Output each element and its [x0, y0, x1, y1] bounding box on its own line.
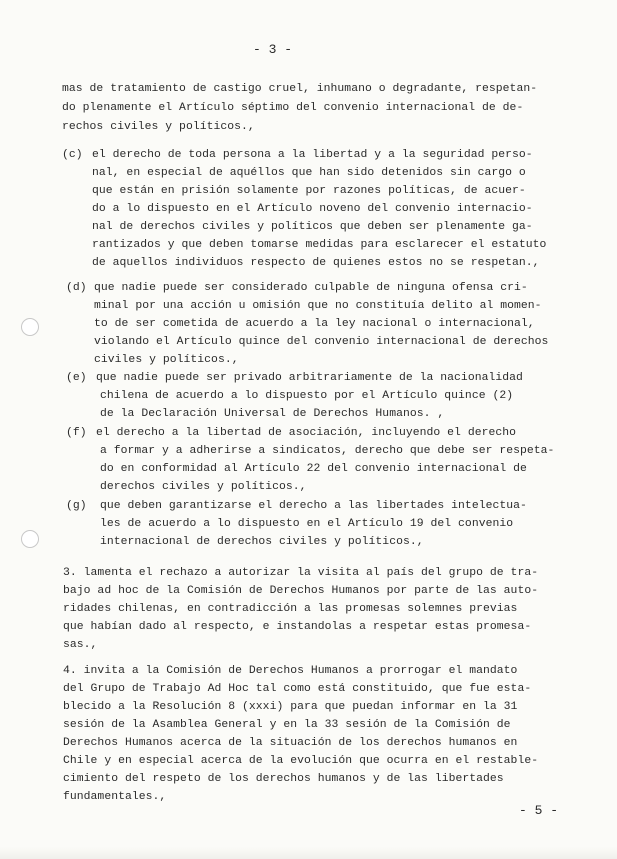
text-line: chilena de acuerdo a lo dispuesto por el Artículo quince (2): [100, 390, 514, 402]
page-number-header: - 3 -: [253, 42, 293, 57]
text-line: derechos civiles y políticos.,: [100, 481, 307, 493]
text-line: nal de derechos civiles y políticos que deben ser plenamente ga-: [92, 221, 533, 233]
item-label-g: (g): [66, 500, 87, 512]
text-line: civiles y políticos.,: [94, 354, 239, 366]
text-line: de la Declaración Universal de Derechos Humanos. ,: [100, 408, 445, 420]
text-line: el derecho a la libertad de asociación, incluyendo el derecho: [96, 427, 517, 439]
text-line: a formar y a adherirse a sindicatos, derecho que debe ser respeta-: [100, 445, 555, 457]
text-line: Derechos Humanos acerca de la situación de los derechos humanos en: [63, 737, 518, 749]
item-label-e: (e): [66, 372, 87, 384]
text-line: les de acuerdo a lo dispuesto en el Artículo 19 del convenio: [100, 518, 514, 530]
text-line: que habían dado al respecto, e instandolas a respetar estas promesa-: [63, 621, 532, 633]
text-line: cimiento del respeto de los derechos humanos y de las libertades: [63, 773, 504, 785]
text-line: do plenamente el Artículo séptimo del convenio internacional de de-: [62, 102, 524, 114]
item-label-f: (f): [66, 427, 87, 439]
text-line: sesión de la Asamblea General y en la 33 sesión de la Comisión de: [63, 719, 511, 731]
item-label-d: (d): [66, 282, 87, 294]
text-line: minal por una acción u omisión que no constituía delito al momen-: [94, 300, 542, 312]
text-line: que deben garantizarse el derecho a las libertades intelectua-: [100, 500, 527, 512]
text-line: sas.,: [63, 639, 98, 651]
text-line: 4. invita a la Comisión de Derechos Humanos a prorrogar el mandato: [63, 665, 518, 677]
text-line: que nadie puede ser privado arbitrariamente de la nacionalidad: [96, 372, 523, 384]
text-line: Chile y en especial acerca de la evolución que ocurra en el restable-: [63, 755, 539, 767]
text-line: de aquellos individuos respecto de quienes estos no se respetan.,: [92, 257, 540, 269]
text-line: ridades chilenas, en contradicción a las promesas solemnes previas: [63, 603, 518, 615]
text-line: 3. lamenta el rechazo a autorizar la visita al país del grupo de tra-: [63, 567, 539, 579]
text-line: bajo ad hoc de la Comisión de Derechos Humanos por parte de las auto-: [63, 585, 539, 597]
text-line: fundamentales.,: [63, 791, 167, 803]
punch-hole: [21, 530, 39, 548]
text-line: do en conformidad al Artículo 22 del convenio internacional de: [100, 463, 527, 475]
punch-hole: [21, 318, 39, 336]
text-line: mas de tratamiento de castigo cruel, inhumano o degradante, respetan-: [62, 83, 538, 95]
text-line: internacional de derechos civiles y políticos.,: [100, 536, 424, 548]
text-line: del Grupo de Trabajo Ad Hoc tal como está constituido, que fue esta-: [63, 683, 532, 695]
page-number-footer: - 5 -: [519, 803, 559, 818]
item-label-c: (c): [62, 149, 83, 161]
text-line: que están en prisión solamente por razones políticas, de acuer-: [92, 185, 526, 197]
text-line: violando el Artículo quince del convenio internacional de derechos: [94, 336, 549, 348]
text-line: que nadie puede ser considerado culpable de ninguna ofensa cri-: [94, 282, 528, 294]
text-line: rechos civiles y políticos.,: [62, 121, 255, 133]
text-line: el derecho de toda persona a la libertad y a la seguridad perso-: [92, 149, 533, 161]
text-line: do a lo dispuesto en el Artículo noveno del convenio internacio-: [92, 203, 533, 215]
text-line: rantizados y que deben tomarse medidas para esclarecer el estatuto: [92, 239, 547, 251]
text-line: to de ser cometida de acuerdo a la ley nacional o internacional,: [94, 318, 535, 330]
text-line: nal, en especial de aquéllos que han sido detenidos sin cargo o: [92, 167, 526, 179]
text-line: blecido a la Resolución 8 (xxxi) para que puedan informar en la 31: [63, 701, 518, 713]
